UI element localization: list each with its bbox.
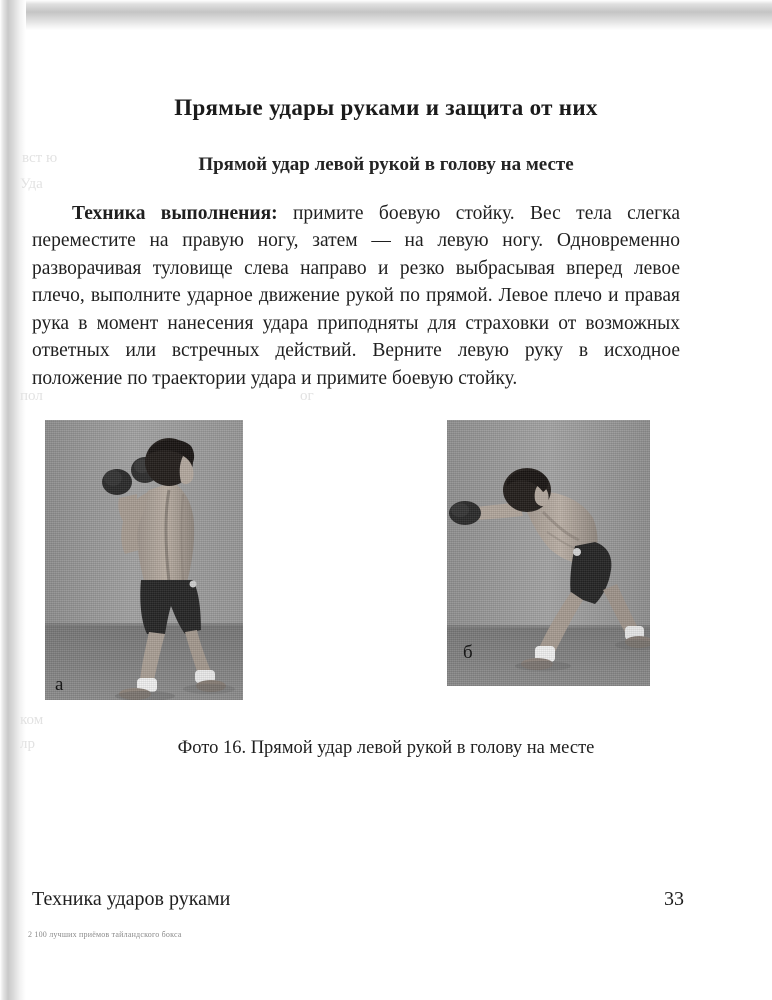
scan-top-edge-artifact: [0, 0, 772, 30]
page-number: 33: [664, 888, 684, 910]
technique-body: примите боевую стойку. Вес тела слегка переместите на правую ногу, затем — на левую ногу. Одновременно разворачивая туловище слева направо и резко выбрасывая вперед левое плечо, выполните ударное движение рукой по прямой. Левое плечо и правая рука в момент нанесения удара приподняты для страховки от возможных ответных или встречных действий. Верните левую руку в исходное положение по траектории удара и примите боевую стойку.: [32, 202, 680, 389]
page-subtitle: Прямой удар левой рукой в голову на месте: [198, 153, 574, 175]
figure-photo-a: [45, 420, 243, 700]
figure-caption: Фото 16. Прямой удар левой рукой в голову на месте: [177, 738, 595, 758]
figure-photo-b: [447, 420, 650, 686]
bleed-through-text: вст ю: [22, 150, 58, 166]
technique-lead-in: Техника выполнения:: [72, 202, 278, 224]
running-head: Техника ударов руками: [32, 888, 231, 910]
bleed-through-text: ог: [300, 388, 314, 404]
bleed-through-text: ком: [20, 712, 44, 728]
figure-photo-b-image: [447, 420, 650, 686]
book-imprint-line: 2 100 лучших приёмов тайландского бокса: [28, 930, 182, 939]
scan-left-edge-artifact: [0, 0, 26, 1000]
bleed-through-text: пол: [20, 388, 43, 404]
bleed-through-text: лр: [20, 736, 35, 752]
figure-photo-a-image: [45, 420, 243, 700]
bleed-through-text: Уда: [20, 176, 43, 192]
technique-paragraph: [32, 200, 680, 393]
figure-label-b: б: [463, 642, 473, 663]
figure-label-a: а: [55, 674, 64, 695]
page-title: Прямые удары руками и защита от них: [174, 95, 598, 121]
